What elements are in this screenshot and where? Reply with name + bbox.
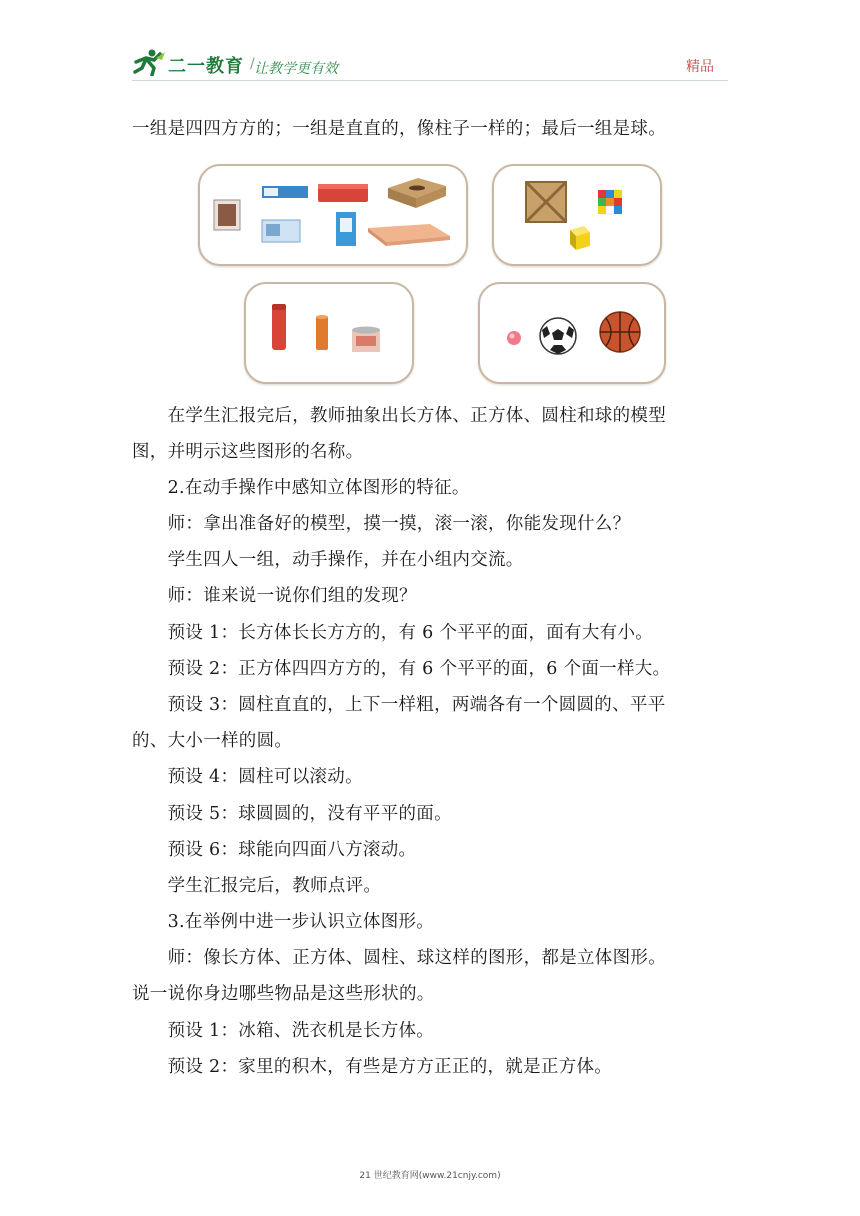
cuboid-objects-group bbox=[198, 164, 468, 266]
rubiks-cube-icon bbox=[598, 190, 622, 214]
paragraph-teacher-statement-line-2: 说一说你身边哪些物品是这些形状的。 bbox=[132, 984, 435, 1004]
sphere-objects-group bbox=[478, 282, 666, 384]
runner-logo-icon bbox=[132, 48, 166, 76]
cube-objects-group bbox=[492, 164, 662, 266]
wooden-board-icon bbox=[368, 224, 450, 246]
cuboid-objects-illustration bbox=[200, 166, 466, 264]
header-divider bbox=[132, 80, 728, 81]
small-ball-icon bbox=[507, 331, 521, 345]
section-heading-3: 3.在举例中进一步认识立体图形。 bbox=[132, 912, 435, 932]
drink-box-icon bbox=[336, 212, 356, 246]
cylinder-objects-illustration bbox=[246, 284, 412, 382]
paragraph-teacher-comment: 学生汇报完后，教师点评。 bbox=[132, 876, 382, 896]
paragraph-preset-5: 预设 5：球圆圆的，没有平平的面。 bbox=[132, 804, 452, 824]
section-heading-2: 2.在动手操作中感知立体图形的特征。 bbox=[132, 478, 470, 498]
cube-objects-illustration bbox=[494, 166, 660, 264]
red-thermos-icon bbox=[272, 304, 286, 350]
paragraph-1: 一组是四四方方的；一组是直直的，像柱子一样的；最后一组是球。 bbox=[132, 119, 666, 139]
paragraph-teacher-question-2: 师：谁来说一说你们组的发现？ bbox=[132, 586, 417, 606]
quality-badge: 精品 bbox=[686, 59, 714, 75]
red-brick-icon bbox=[318, 184, 368, 202]
toothpaste-box-icon bbox=[262, 186, 308, 198]
yellow-cube-icon bbox=[570, 226, 590, 250]
paragraph-preset-3-line-1: 预设 3：圆柱直直的，上下一样粗，两端各有一个圆圆的、平平 bbox=[132, 695, 666, 715]
sphere-objects-illustration bbox=[480, 284, 664, 382]
paragraph-group-activity: 学生四人一组，动手操作，并在小组内交流。 bbox=[132, 550, 524, 570]
page-header bbox=[132, 42, 728, 82]
brand-slogan: 让教学更有效 bbox=[254, 61, 338, 77]
paragraph-2-line-2: 图，并明示这些图形的名称。 bbox=[132, 442, 364, 462]
brand-logo bbox=[132, 48, 372, 78]
paragraph-preset-3-line-2: 的、大小一样的圆。 bbox=[132, 731, 293, 751]
heater-box-icon bbox=[214, 200, 240, 230]
paragraph-preset-1: 预设 1：长方体长长方方的，有 6 个平平的面，面有大有小。 bbox=[132, 623, 654, 643]
cylinder-objects-group bbox=[244, 282, 414, 384]
tissue-box-icon bbox=[388, 178, 446, 208]
basketball-icon bbox=[600, 312, 640, 352]
orange-cup-icon bbox=[316, 315, 328, 350]
paragraph-example-preset-1: 预设 1：冰箱、洗衣机是长方体。 bbox=[132, 1021, 435, 1041]
milk-box-icon bbox=[262, 220, 300, 242]
brand-name: 二一教育 bbox=[168, 56, 244, 77]
paragraph-teacher-question-1: 师：拿出准备好的模型，摸一摸，滚一滚，你能发现什么？ bbox=[132, 514, 631, 534]
brand-separator: / bbox=[250, 56, 255, 72]
paragraph-preset-4: 预设 4：圆柱可以滚动。 bbox=[132, 767, 363, 787]
soccer-ball-icon bbox=[540, 318, 576, 354]
paragraph-preset-6: 预设 6：球能向四面八方滚动。 bbox=[132, 840, 417, 860]
paragraph-preset-2: 预设 2：正方体四四方方的，有 6 个平平的面，6 个面一样大。 bbox=[132, 659, 671, 679]
page-footer: 21 世纪教育网(www.21cnjy.com) bbox=[359, 1171, 501, 1181]
paragraph-2-line-1: 在学生汇报完后，教师抽象出长方体、正方体、圆柱和球的模型 bbox=[132, 406, 666, 426]
paragraph-example-preset-2: 预设 2：家里的积木，有些是方方正正的，就是正方体。 bbox=[132, 1057, 613, 1077]
paragraph-teacher-statement-line-1: 师：像长方体、正方体、圆柱、球这样的图形，都是立体图形。 bbox=[132, 948, 666, 968]
wooden-crate-icon bbox=[526, 182, 566, 222]
tin-can-icon bbox=[352, 327, 380, 353]
